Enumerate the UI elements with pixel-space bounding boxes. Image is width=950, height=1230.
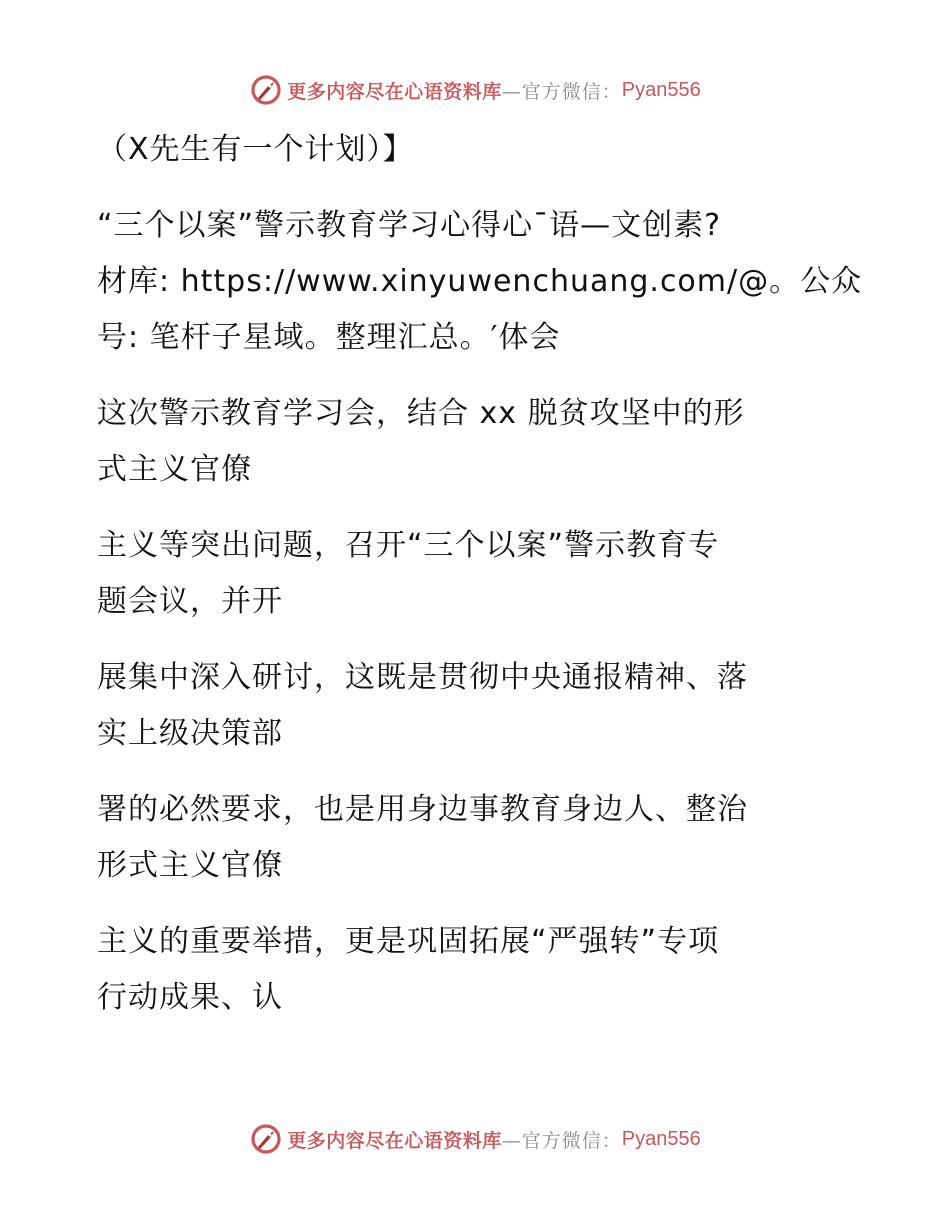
doc-line: 行动成果、认 <box>97 980 283 1015</box>
header-brand-text: 更多内容尽在心语资料库 <box>287 80 502 103</box>
header-official-text: —官方微信： <box>501 80 622 103</box>
header-banner <box>0 68 950 112</box>
paragraph-gap <box>97 894 857 914</box>
doc-line: 形式主义官僚 <box>97 848 283 883</box>
paragraph-gap <box>97 630 857 650</box>
pen-nib-circle-icon <box>249 73 283 107</box>
document-body <box>97 122 863 1026</box>
doc-line: 主义的重要举措，更是巩固拓展“严强转”专项 <box>97 924 720 959</box>
doc-line: 材库: https://www.xinyuwenchuang.com/@。公众 <box>97 264 863 299</box>
pen-nib-circle-icon <box>249 1122 283 1156</box>
doc-line: “三个以案”警示教育学习心得心¯语—文创素? <box>97 208 722 243</box>
doc-line: 主义等突出问题，召开“三个以案”警示教育专 <box>97 528 720 563</box>
footer-banner <box>0 1117 950 1161</box>
paragraph-gap <box>97 762 857 782</box>
doc-line: 这次警示教育学习会，结合 xx 脱贫攻坚中的形 <box>97 396 745 431</box>
doc-line: 署的必然要求，也是用身边事教育身边人、整治 <box>97 792 748 827</box>
paragraph-gap <box>97 366 857 386</box>
paragraph-gap <box>97 498 857 518</box>
footer-wechat-id: Pyan556 <box>621 1127 701 1150</box>
header-wechat-id: Pyan556 <box>621 78 701 101</box>
paragraph-gap <box>97 178 857 198</box>
doc-line: 号: 笔杆子星域。整理汇总。′体会 <box>97 320 561 355</box>
doc-line: 实上级决策部 <box>97 716 283 751</box>
footer-official-text: —官方微信： <box>501 1129 622 1152</box>
doc-line: 式主义官僚 <box>97 452 252 487</box>
doc-line-title: （X先生有一个计划）】 <box>97 132 414 167</box>
doc-line: 题会议，并开 <box>97 584 283 619</box>
footer-brand-text: 更多内容尽在心语资料库 <box>287 1129 502 1152</box>
doc-line: 展集中深入研讨，这既是贯彻中央通报精神、落 <box>97 660 748 695</box>
